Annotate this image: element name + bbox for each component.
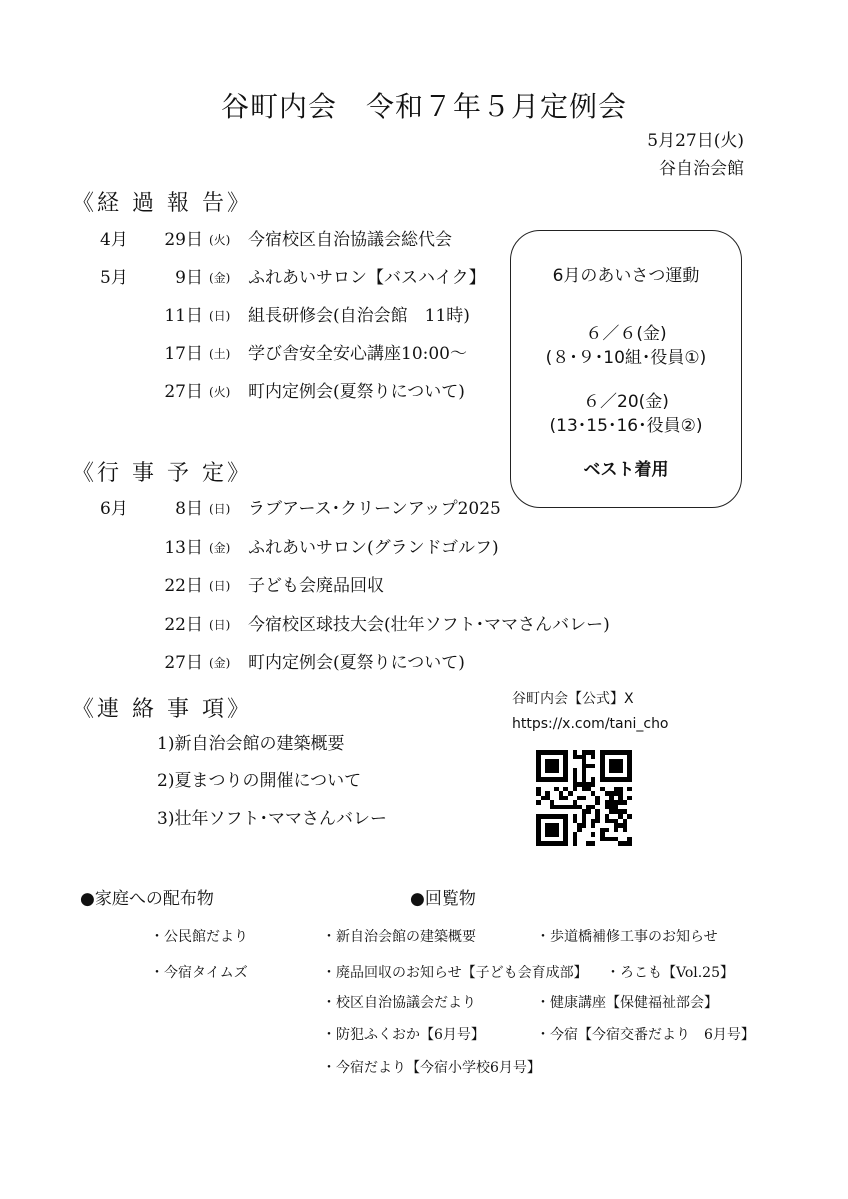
row-day: 11日 — [164, 306, 203, 326]
household-heading: ●家庭への配布物 — [80, 889, 214, 909]
circulation-item: ・校区自治協議会だより — [322, 995, 476, 1011]
household-item: ・公民館だより — [150, 929, 248, 945]
circulation-item: ・新自治会館の建築概要 — [322, 929, 476, 945]
notice-item: 2)夏まつりの開催について — [157, 771, 362, 791]
notice-item: 3)壮年ソフト･ママさんバレー — [157, 809, 387, 829]
greeting-note: ベスト着用 — [583, 460, 669, 480]
row-month: 4月 — [100, 230, 128, 250]
row-weekday: (日) — [209, 502, 231, 516]
greeting-date-1: ６／６(金) — [585, 324, 667, 344]
row-day: 27日 — [164, 653, 203, 673]
greeting-groups-1: (８･９･10組･役員①) — [545, 348, 707, 368]
row-event: 今宿校区球技大会(壮年ソフト･ママさんバレー) — [248, 615, 610, 635]
greeting-date-2: ６／20(金) — [583, 392, 669, 412]
report-row — [100, 381, 520, 403]
row-weekday: (金) — [209, 541, 231, 555]
row-weekday: (金) — [209, 271, 231, 285]
schedule-row — [100, 575, 660, 597]
report-row — [100, 305, 520, 327]
report-row — [100, 229, 520, 251]
row-event: ふれあいサロン(グランドゴルフ) — [248, 538, 499, 558]
schedule-heading: 《行 事 予 定》 — [72, 461, 252, 486]
row-weekday: (日) — [209, 309, 231, 323]
greeting-box-title: 6月のあいさつ運動 — [552, 266, 700, 286]
row-event: 町内定例会(夏祭りについて) — [248, 653, 465, 673]
row-day: 13日 — [164, 538, 203, 558]
circulation-item: ・今宿【今宿交番だより 6月号】 — [536, 1027, 755, 1043]
meeting-place: 谷自治会館 — [659, 159, 744, 179]
schedule-row — [100, 537, 660, 559]
notice-item: 1)新自治会館の建築概要 — [157, 734, 345, 754]
circulation-item: ・廃品回収のお知らせ【子ども会育成部】 — [322, 965, 588, 981]
notices-heading: 《連 絡 事 項》 — [72, 697, 252, 722]
row-day: 9日 — [175, 268, 203, 288]
row-event: 学び舎安全安心講座10:00～ — [248, 344, 467, 364]
row-event: 今宿校区自治協議会総代会 — [248, 230, 452, 250]
row-day: 22日 — [164, 576, 203, 596]
row-weekday: (火) — [209, 233, 231, 247]
row-weekday: (火) — [209, 385, 231, 399]
schedule-row — [100, 652, 660, 674]
row-event: 子ども会廃品回収 — [248, 576, 384, 596]
row-event: 町内定例会(夏祭りについて) — [248, 382, 465, 402]
report-row — [100, 267, 520, 289]
qr-code-icon[interactable] — [536, 750, 632, 846]
greeting-groups-2: (13･15･16･役員②) — [549, 416, 703, 436]
row-month: 6月 — [100, 499, 128, 519]
row-month: 5月 — [100, 268, 128, 288]
meeting-date: 5月27日(火) — [647, 131, 744, 151]
row-day: 29日 — [164, 230, 203, 250]
schedule-row — [100, 614, 660, 636]
row-event: 組長研修会(自治会館 11時) — [248, 306, 470, 326]
page-title: 谷町内会 令和７年５月定例会 — [220, 90, 627, 123]
row-day: 22日 — [164, 615, 203, 635]
household-item: ・今宿タイムズ — [150, 965, 248, 981]
circulation-item: ・歩道橋補修工事のお知らせ — [536, 929, 718, 945]
report-heading: 《経 過 報 告》 — [72, 191, 252, 216]
report-row — [100, 343, 520, 365]
circulation-item: ・今宿だより【今宿小学校6月号】 — [322, 1060, 541, 1076]
row-day: 8日 — [175, 499, 203, 519]
row-weekday: (土) — [209, 347, 231, 361]
row-weekday: (金) — [209, 656, 231, 670]
circulation-item: ・健康講座【保健福祉部会】 — [536, 995, 718, 1011]
row-weekday: (日) — [209, 618, 231, 632]
schedule-row — [100, 498, 660, 520]
greeting-campaign-box — [510, 230, 742, 508]
row-event: ラブアース･クリーンアップ2025 — [248, 499, 501, 519]
official-x-url[interactable]: https://x.com/tani_cho — [512, 716, 669, 732]
official-x-label: 谷町内会【公式】X — [512, 691, 634, 707]
circulation-item: ・ろこも【Vol.25】 — [606, 965, 734, 981]
circulation-heading: ●回覧物 — [410, 889, 476, 909]
row-event: ふれあいサロン【バスハイク】 — [248, 268, 486, 288]
row-day: 27日 — [164, 382, 203, 402]
row-day: 17日 — [164, 344, 203, 364]
row-weekday: (日) — [209, 579, 231, 593]
circulation-item: ・防犯ふくおか【6月号】 — [322, 1027, 485, 1043]
